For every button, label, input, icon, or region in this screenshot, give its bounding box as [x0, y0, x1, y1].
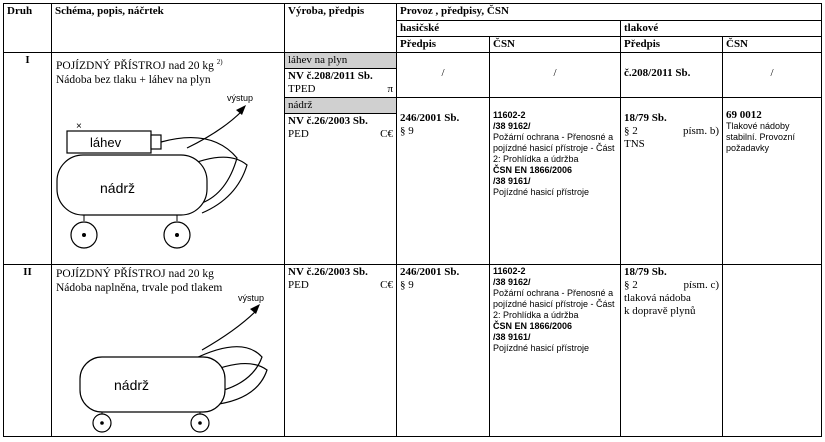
header-provoz: Provoz , předpisy, ČSN: [397, 4, 822, 21]
row2-nv: NV č.26/2003 Sb.: [288, 266, 368, 278]
row2-nadrz-label: nádrž: [114, 377, 150, 393]
row1-tped: TPED: [288, 83, 316, 95]
row2-druh: II: [4, 265, 52, 437]
header-druh: Druh: [4, 4, 52, 53]
row2-tlak-predpis: 18/79 Sb. § 2 písm. c) tlaková nádoba k dopravě plynů: [621, 265, 723, 437]
row1-schema-cell: [52, 53, 285, 265]
row1-subtitle: Nádoba bez tlaku + láhev na plyn: [56, 73, 211, 86]
row1-lahev-has-csn: /: [490, 53, 621, 98]
row2-has-predpis: 246/2001 Sb. § 9: [397, 265, 490, 437]
row1-druh: I: [4, 53, 52, 265]
row1-nadrz-nv: NV č.26/2003 Sb.: [288, 115, 368, 127]
row1-lahev-na-plyn: láhev na plyn: [288, 54, 348, 66]
row2-title: POJÍZDNÝ PŘÍSTROJ nad 20 kg: [56, 268, 214, 280]
row2-ped: PED: [288, 279, 309, 291]
header-has-predpis: Předpis: [397, 37, 490, 53]
row2-vyroba: [285, 265, 397, 437]
row1-title-footnote: 2): [216, 58, 223, 66]
header-hasicske: hasičské: [397, 21, 621, 37]
svg-text:×: ×: [76, 121, 82, 132]
row2-vystup-label: výstup: [238, 293, 265, 303]
row1-tlak-csn: 69 0012 Tlakové nádoby stabilní. Provozní požadavky: [723, 98, 822, 265]
row1-pi-mark: π: [387, 83, 393, 95]
regulation-table: [3, 3, 822, 437]
row1-tlak-predpis: 18/79 Sb. § 2 písm. b) TNS: [621, 98, 723, 265]
row2-subtitle: Nádoba naplněna, trvale pod tlakem: [56, 282, 223, 294]
header-tlakove: tlakové: [621, 21, 822, 37]
row2-sketch: [52, 265, 285, 435]
header-vyroba: Výroba, předpis: [285, 4, 397, 53]
row1-has-csn: 11602-2 /38 9162/ Požární ochrana - Přenosné a pojízdné hasicí přístroje - Část 2: Prohlídka a údržba ČSN EN 1866/2006 /38 9161/ Pojízdné hasicí přístroje: [490, 98, 621, 265]
row1-nadrz-label: nádrž: [100, 180, 136, 196]
header-tlak-csn: ČSN: [723, 37, 822, 53]
row1-lahev-has-predpis: /: [397, 53, 490, 98]
row2-tlak-csn: [723, 265, 822, 437]
row1-nadrz-vyroba: [285, 114, 397, 265]
row1-lahev-nv: NV č.208/2011 Sb.: [288, 70, 373, 82]
row1-title: POJÍZDNÝ PŘÍSTROJ nad 20 kg: [56, 59, 214, 72]
row1-lahev-label-cell: [285, 53, 397, 69]
row1-sketch: [52, 53, 285, 265]
row1-has-predpis: 246/2001 Sb. § 9: [397, 98, 490, 265]
row2-schema-cell: [52, 265, 285, 437]
header-has-csn: ČSN: [490, 37, 621, 53]
header-schema: Schéma, popis, náčrtek: [52, 4, 285, 53]
row1-lahev-label: láhev: [90, 135, 122, 150]
row2-has-csn: 11602-2 /38 9162/ Požární ochrana - Přenosné a pojízdné hasicí přístroje - Část 2: Prohlídka a údržba ČSN EN 1866/2006 /38 9161/ Pojízdné hasicí přístroje: [490, 265, 621, 437]
row1-lahev-tlak-predpis: č.208/2011 Sb.: [621, 53, 723, 98]
row1-nadrz: nádrž: [288, 99, 313, 111]
header-tlak-predpis: Předpis: [621, 37, 723, 53]
row1-ce-mark: C€: [380, 128, 393, 140]
row2-ce-mark: C€: [380, 279, 393, 291]
row1-lahev-tlak-csn: /: [723, 53, 822, 98]
row1-ped: PED: [288, 128, 309, 140]
row1-nadrz-label-cell: [285, 98, 397, 114]
row1-lahev-vyroba: [285, 69, 397, 98]
row1-vystup-label: výstup: [227, 93, 254, 103]
